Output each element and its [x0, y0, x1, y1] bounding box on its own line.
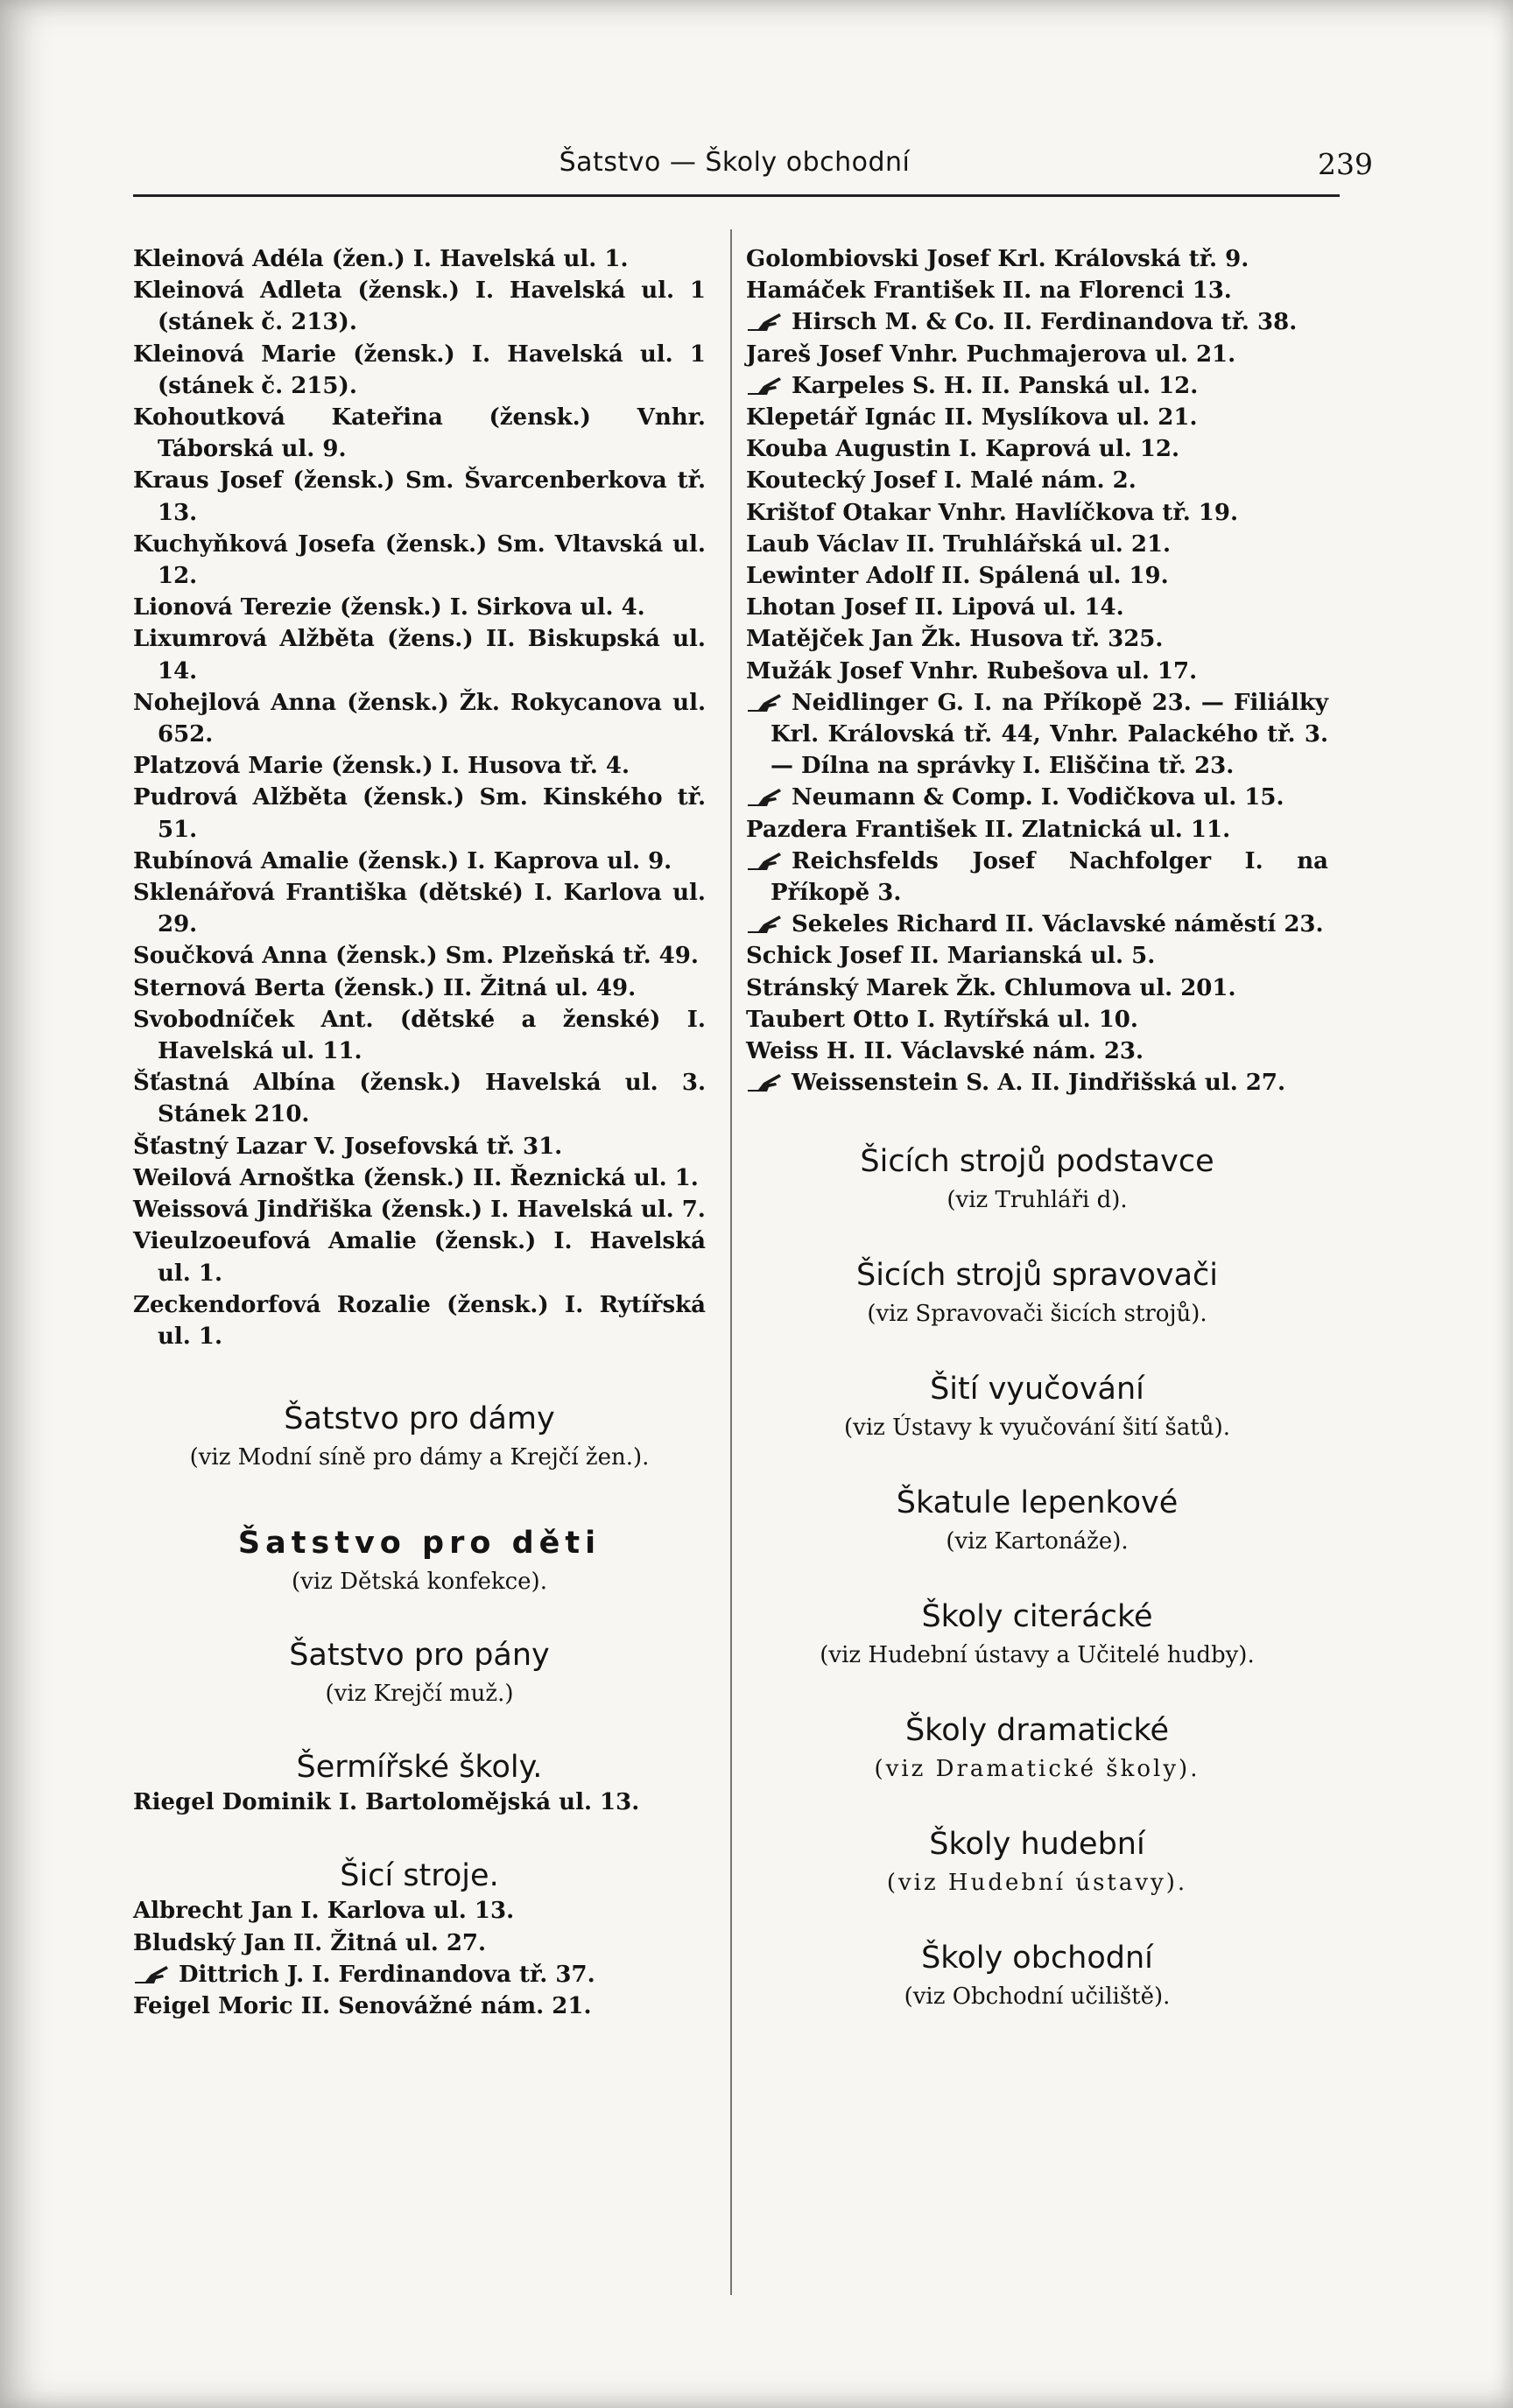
- list-item: [133, 1194, 706, 1225]
- list-item: [746, 306, 1328, 338]
- list-item: [133, 1787, 706, 1818]
- entry-text: Svobodníček Ant. (dětské a ženské) I. Havelská ul. 11.: [133, 1006, 706, 1065]
- section-heading: Šatstvo pro děti: [237, 1526, 602, 1562]
- list-item: [746, 972, 1328, 1004]
- section-note: (viz Truhláři d).: [947, 1187, 1128, 1214]
- list-item: [133, 1004, 706, 1067]
- list-item: [746, 909, 1328, 940]
- list-item: [133, 687, 706, 750]
- entry-text: Sekeles Richard II. Václavské náměstí 23.: [792, 911, 1324, 938]
- entry-text: Neidlinger G. I. na Příkopě 23. — Filiálky Krl. Královská tř. 44, Vnhr. Palackého tř. 3. — Dílna na správky I. Eliščina tř. 23.: [771, 689, 1328, 780]
- entry-text: Kuchyňková Josefa (žensk.) Sm. Vltavská ul. 12.: [133, 530, 706, 590]
- list-item: [133, 1895, 706, 1927]
- list-item: [133, 750, 706, 782]
- entry-text: Taubert Otto I. Rytířská ul. 10.: [746, 1006, 1138, 1033]
- entry-text: Pazdera František II. Zlatnická ul. 11.: [746, 816, 1231, 843]
- list-item: [746, 623, 1328, 655]
- list-item: [746, 275, 1328, 306]
- section: [746, 1825, 1328, 1900]
- list-item: [133, 243, 706, 275]
- entry-text: Golombiovski Josef Krl. Královská tř. 9.: [746, 246, 1249, 272]
- section-heading: Šicích strojů podstavce: [860, 1144, 1214, 1180]
- entry-text: Kleinová Marie (žensk.) I. Havelská ul. 1 (stánek č. 215).: [133, 340, 706, 399]
- section: [746, 1939, 1328, 2014]
- section-heading: Školy citerácké: [921, 1599, 1153, 1635]
- list-item: [133, 846, 706, 877]
- entry-text: Platzová Marie (žensk.) I. Husova tř. 4.: [133, 753, 630, 780]
- section-heading: Školy hudební: [929, 1827, 1145, 1863]
- section: [133, 1636, 706, 1711]
- section: [746, 1142, 1328, 1218]
- list-item: [746, 529, 1328, 560]
- list-item: [746, 433, 1328, 465]
- list-item: [133, 529, 706, 592]
- section-heading: Šatstvo pro pány: [289, 1638, 550, 1674]
- section: [133, 1524, 706, 1599]
- section: [746, 1370, 1328, 1445]
- pointing-hand-icon: [746, 374, 785, 397]
- list-item: [133, 1927, 706, 1959]
- section-heading: Školy obchodní: [921, 1941, 1153, 1976]
- list-item: [746, 656, 1328, 687]
- entry-text: Lionová Terezie (žensk.) I. Sirkova ul. 4.: [133, 594, 645, 621]
- pointing-hand-icon: [746, 310, 785, 333]
- entry-text: Součková Anna (žensk.) Sm. Plzeňská tř. 49.: [133, 943, 699, 970]
- entry-text: Bludský Jan II. Žitná ul. 27.: [133, 1929, 487, 1956]
- section-note: (viz Ústavy k vyučování šití šatů).: [844, 1415, 1230, 1442]
- section-note: (viz Dramatické školy).: [874, 1756, 1200, 1783]
- column-divider: [730, 229, 732, 2295]
- entry-text: Dittrich J. I. Ferdinandova tř. 37.: [179, 1961, 595, 1988]
- section: [746, 1484, 1328, 1559]
- entry-text: Rubínová Amalie (žensk.) I. Kaprova ul. 9.: [133, 847, 672, 874]
- entry-text: Krištof Otakar Vnhr. Havlíčkova tř. 19.: [746, 499, 1239, 526]
- entry-text: Riegel Dominik I. Bartoloměјská ul. 13.: [133, 1789, 640, 1816]
- list-item: [746, 402, 1328, 433]
- list-item: [746, 465, 1328, 496]
- entry-text: Jareš Josef Vnhr. Puchmajerova ul. 21.: [746, 340, 1236, 368]
- entry-text: Hamáček František II. na Florenci 13.: [746, 277, 1232, 305]
- entry-text: Lhotan Josef II. Lipová ul. 14.: [746, 594, 1124, 621]
- entry-text: Pudrová Alžběta (žensk.) Sm. Kinského tř. 51.: [133, 784, 706, 843]
- entry-text: Weissenstein S. A. II. Jindřišská ul. 27.: [792, 1070, 1286, 1097]
- list-item: [746, 497, 1328, 529]
- section-note: (viz Dětská konfekce).: [292, 1569, 547, 1596]
- running-header: [131, 147, 1373, 191]
- list-item: [746, 339, 1328, 370]
- section-heading: Školy dramatické: [904, 1713, 1170, 1749]
- list-item: [133, 592, 706, 623]
- list-item: [133, 402, 706, 465]
- entry-text: Neumann & Comp. I. Vodičkova ul. 15.: [792, 784, 1284, 811]
- entry-text: Schick Josef II. Marianská ul. 5.: [746, 943, 1156, 970]
- entry-text: Lixumrová Alžběta (žens.) II. Biskupská ul. 14.: [133, 626, 706, 684]
- entry-text: Nohejlová Anna (žensk.) Žk. Rokycanova ul. 652.: [133, 689, 706, 748]
- list-item: [133, 623, 706, 686]
- entry-text: Vieulzoeufová Amalie (žensk.) I. Havelská ul. 1.: [133, 1228, 706, 1287]
- entry-text: Sklenářová Františka (dětské) I. Karlova ul. 29.: [133, 880, 706, 938]
- section-note: (viz Kartonáže).: [946, 1528, 1129, 1555]
- entry-text: Šťastná Albína (žensk.) Havelská ul. 3. Stánek 210.: [133, 1070, 706, 1128]
- list-item: [746, 592, 1328, 623]
- entry-text: Matějček Jan Žk. Husova tř. 325.: [746, 626, 1164, 653]
- entry-text: Weiss H. II. Václavské nám. 23.: [746, 1038, 1144, 1065]
- entry-text: Albrecht Jan I. Karlova ul. 13.: [133, 1898, 515, 1925]
- page-number: 239: [1318, 147, 1373, 181]
- entry-text: Klepetář Ignác II. Myslíkova ul. 21.: [746, 404, 1198, 432]
- entry-text: Koutecký Josef I. Malé nám. 2.: [746, 467, 1137, 495]
- section: [133, 1400, 706, 1475]
- entry-text: Stránský Marek Žk. Chlumova ul. 201.: [746, 974, 1236, 1001]
- list-item: [133, 1131, 706, 1162]
- entry-text: Kleinová Adéla (žen.) I. Havelská ul. 1.: [133, 246, 629, 272]
- list-item: [133, 1289, 706, 1352]
- pointing-hand-icon: [746, 785, 785, 808]
- list-item: [746, 782, 1328, 813]
- list-item: [746, 370, 1328, 402]
- list-item: [746, 940, 1328, 972]
- section-heading: Šermířské školy.: [296, 1750, 543, 1786]
- section-note: (viz Hudební ústavy).: [886, 1870, 1188, 1897]
- section: [133, 1748, 706, 1787]
- section: [133, 1857, 706, 1895]
- section-heading: Šatstvo pro dámy: [284, 1401, 555, 1437]
- entry-text: Kleinová Adleta (žensk.) I. Havelská ul. 1 (stánek č. 213).: [133, 277, 706, 336]
- list-item: [746, 1004, 1328, 1036]
- pointing-hand-icon: [133, 1962, 172, 1985]
- entry-text: Lewinter Adolf II. Spálená ul. 19.: [746, 563, 1169, 590]
- list-item: [133, 877, 706, 940]
- section-heading: Škatule lepenkové: [896, 1485, 1179, 1521]
- section: [746, 1597, 1328, 1673]
- list-item: [133, 1067, 706, 1130]
- list-item: [133, 1959, 706, 1990]
- pointing-hand-icon: [746, 912, 785, 935]
- entry-text: Mužák Josef Vnhr. Rubešova ul. 17.: [746, 657, 1198, 684]
- entry-text: Sternová Berta (žensk.) II. Žitná ul. 49.: [133, 974, 637, 1001]
- section-heading: Šicí stroje.: [340, 1858, 499, 1894]
- list-item: [746, 1036, 1328, 1067]
- list-item: [746, 814, 1328, 846]
- list-item: [133, 1225, 706, 1288]
- list-item: [746, 687, 1328, 783]
- entry-text: Zeckendorfová Rozalie (žensk.) I. Rytířská ul. 1.: [133, 1291, 706, 1350]
- list-item: [133, 972, 706, 1004]
- entry-text: Karpeles S. H. II. Panská ul. 12.: [792, 372, 1199, 399]
- section-heading: Šicích strojů spravovači: [855, 1258, 1219, 1294]
- entry-text: Hirsch M. & Co. II. Ferdinandova tř. 38.: [792, 309, 1298, 336]
- list-item: [133, 1162, 706, 1194]
- entry-text: Kraus Josef (žensk.) Sm. Švarcenberkova tř. 13.: [133, 467, 706, 526]
- section-note: (viz Spravovači šicích strojů).: [867, 1301, 1207, 1328]
- list-item: [133, 275, 706, 338]
- list-item: [746, 1067, 1328, 1099]
- pointing-hand-icon: [746, 849, 785, 872]
- list-item: [746, 560, 1328, 592]
- list-item: [133, 940, 706, 972]
- entry-text: Weissová Jindřiška (žensk.) I. Havelská ul. 7.: [133, 1197, 706, 1224]
- section-heading: Šití vyučování: [930, 1372, 1144, 1408]
- section: [746, 1711, 1328, 1787]
- entry-text: Šťastný Lazar V. Josefovská tř. 31.: [133, 1133, 563, 1160]
- right-column: [746, 243, 1328, 2014]
- entry-text: Laub Václav II. Truhlářská ul. 21.: [746, 530, 1172, 558]
- list-item: [746, 846, 1328, 909]
- entry-text: Feigel Moric II. Senovážné nám. 21.: [133, 1992, 592, 2019]
- list-item: [133, 782, 706, 845]
- list-item: [133, 339, 706, 402]
- entry-text: Kouba Augustin I. Kaprová ul. 12.: [746, 436, 1180, 463]
- list-item: [746, 243, 1328, 275]
- section-note: (viz Modní síně pro dámy a Krejčí žen.).: [189, 1444, 650, 1471]
- section-note: (viz Krejčí muž.): [325, 1681, 514, 1708]
- list-item: [133, 1990, 706, 2022]
- entry-text: Kohoutková Kateřina (žensk.) Vnhr. Táborská ul. 9.: [133, 404, 706, 463]
- pointing-hand-icon: [746, 691, 785, 713]
- entry-text: Reichsfelds Josef Nachfolger I. na Příkopě 3.: [771, 847, 1328, 907]
- entry-text: Weilová Arnoštka (žensk.) II. Řeznická ul. 1.: [133, 1164, 699, 1191]
- left-column: [133, 243, 706, 2022]
- page-title: Šatstvo — Školy obchodní: [559, 147, 911, 178]
- section-note: (viz Hudební ústavy a Učitelé hudby).: [820, 1642, 1255, 1669]
- section-note: (viz Obchodní učiliště).: [904, 1983, 1171, 2011]
- pointing-hand-icon: [746, 1071, 785, 1093]
- header-rule: [133, 194, 1340, 197]
- list-item: [133, 465, 706, 528]
- section: [746, 1256, 1328, 1331]
